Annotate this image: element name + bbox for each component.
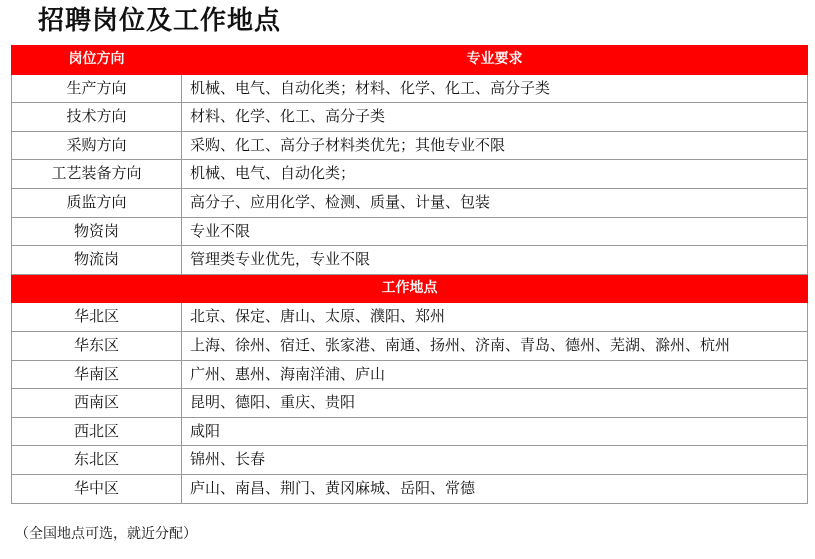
requirement-cell: 采购、化工、高分子材料类优先；其他专业不限 bbox=[182, 131, 808, 160]
direction-cell: 技术方向 bbox=[12, 103, 182, 132]
cities-cell: 广州、惠州、海南洋浦、庐山 bbox=[182, 360, 808, 389]
region-cell: 西南区 bbox=[12, 389, 182, 418]
locations-header-row bbox=[12, 274, 808, 303]
header-locations: 工作地点 bbox=[12, 274, 808, 303]
region-cell: 东北区 bbox=[12, 446, 182, 475]
table-row bbox=[12, 389, 808, 418]
region-cell: 华中区 bbox=[12, 474, 182, 503]
table-row bbox=[12, 331, 808, 360]
table-row bbox=[12, 417, 808, 446]
table-row bbox=[12, 217, 808, 246]
requirement-cell: 专业不限 bbox=[182, 217, 808, 246]
requirement-cell: 机械、电气、自动化类； bbox=[182, 160, 808, 189]
direction-cell: 生产方向 bbox=[12, 74, 182, 103]
table-row bbox=[12, 446, 808, 475]
cities-cell: 咸阳 bbox=[182, 417, 808, 446]
direction-cell: 物资岗 bbox=[12, 217, 182, 246]
header-requirement: 专业要求 bbox=[182, 46, 808, 75]
direction-cell: 采购方向 bbox=[12, 131, 182, 160]
region-cell: 华北区 bbox=[12, 303, 182, 332]
requirement-cell: 材料、化学、化工、高分子类 bbox=[182, 103, 808, 132]
table-row bbox=[12, 74, 808, 103]
direction-cell: 物流岗 bbox=[12, 246, 182, 275]
table-row bbox=[12, 360, 808, 389]
table-row bbox=[12, 474, 808, 503]
region-cell: 西北区 bbox=[12, 417, 182, 446]
region-cell: 华东区 bbox=[12, 331, 182, 360]
cities-cell: 上海、徐州、宿迁、张家港、南通、扬州、济南、青岛、德州、芜湖、滁州、杭州 bbox=[182, 331, 808, 360]
region-cell: 华南区 bbox=[12, 360, 182, 389]
direction-cell: 质监方向 bbox=[12, 188, 182, 217]
table-row bbox=[12, 188, 808, 217]
positions-header-row bbox=[12, 46, 808, 75]
table-row bbox=[12, 246, 808, 275]
requirement-cell: 机械、电气、自动化类；材料、化学、化工、高分子类 bbox=[182, 74, 808, 103]
recruitment-table bbox=[11, 45, 808, 504]
requirement-cell: 管理类专业优先，专业不限 bbox=[182, 246, 808, 275]
table-row bbox=[12, 303, 808, 332]
cities-cell: 昆明、德阳、重庆、贵阳 bbox=[182, 389, 808, 418]
table-row bbox=[12, 131, 808, 160]
cities-cell: 锦州、长春 bbox=[182, 446, 808, 475]
cities-cell: 北京、保定、唐山、太原、濮阳、郑州 bbox=[182, 303, 808, 332]
header-direction: 岗位方向 bbox=[12, 46, 182, 75]
table-row bbox=[12, 160, 808, 189]
cities-cell: 庐山、南昌、荆门、黄冈麻城、岳阳、常德 bbox=[182, 474, 808, 503]
allocation-note: （全国地点可选，就近分配） bbox=[15, 526, 197, 542]
page-title: 招聘岗位及工作地点 bbox=[38, 6, 282, 36]
requirement-cell: 高分子、应用化学、检测、质量、计量、包装 bbox=[182, 188, 808, 217]
table-row bbox=[12, 103, 808, 132]
direction-cell: 工艺装备方向 bbox=[12, 160, 182, 189]
